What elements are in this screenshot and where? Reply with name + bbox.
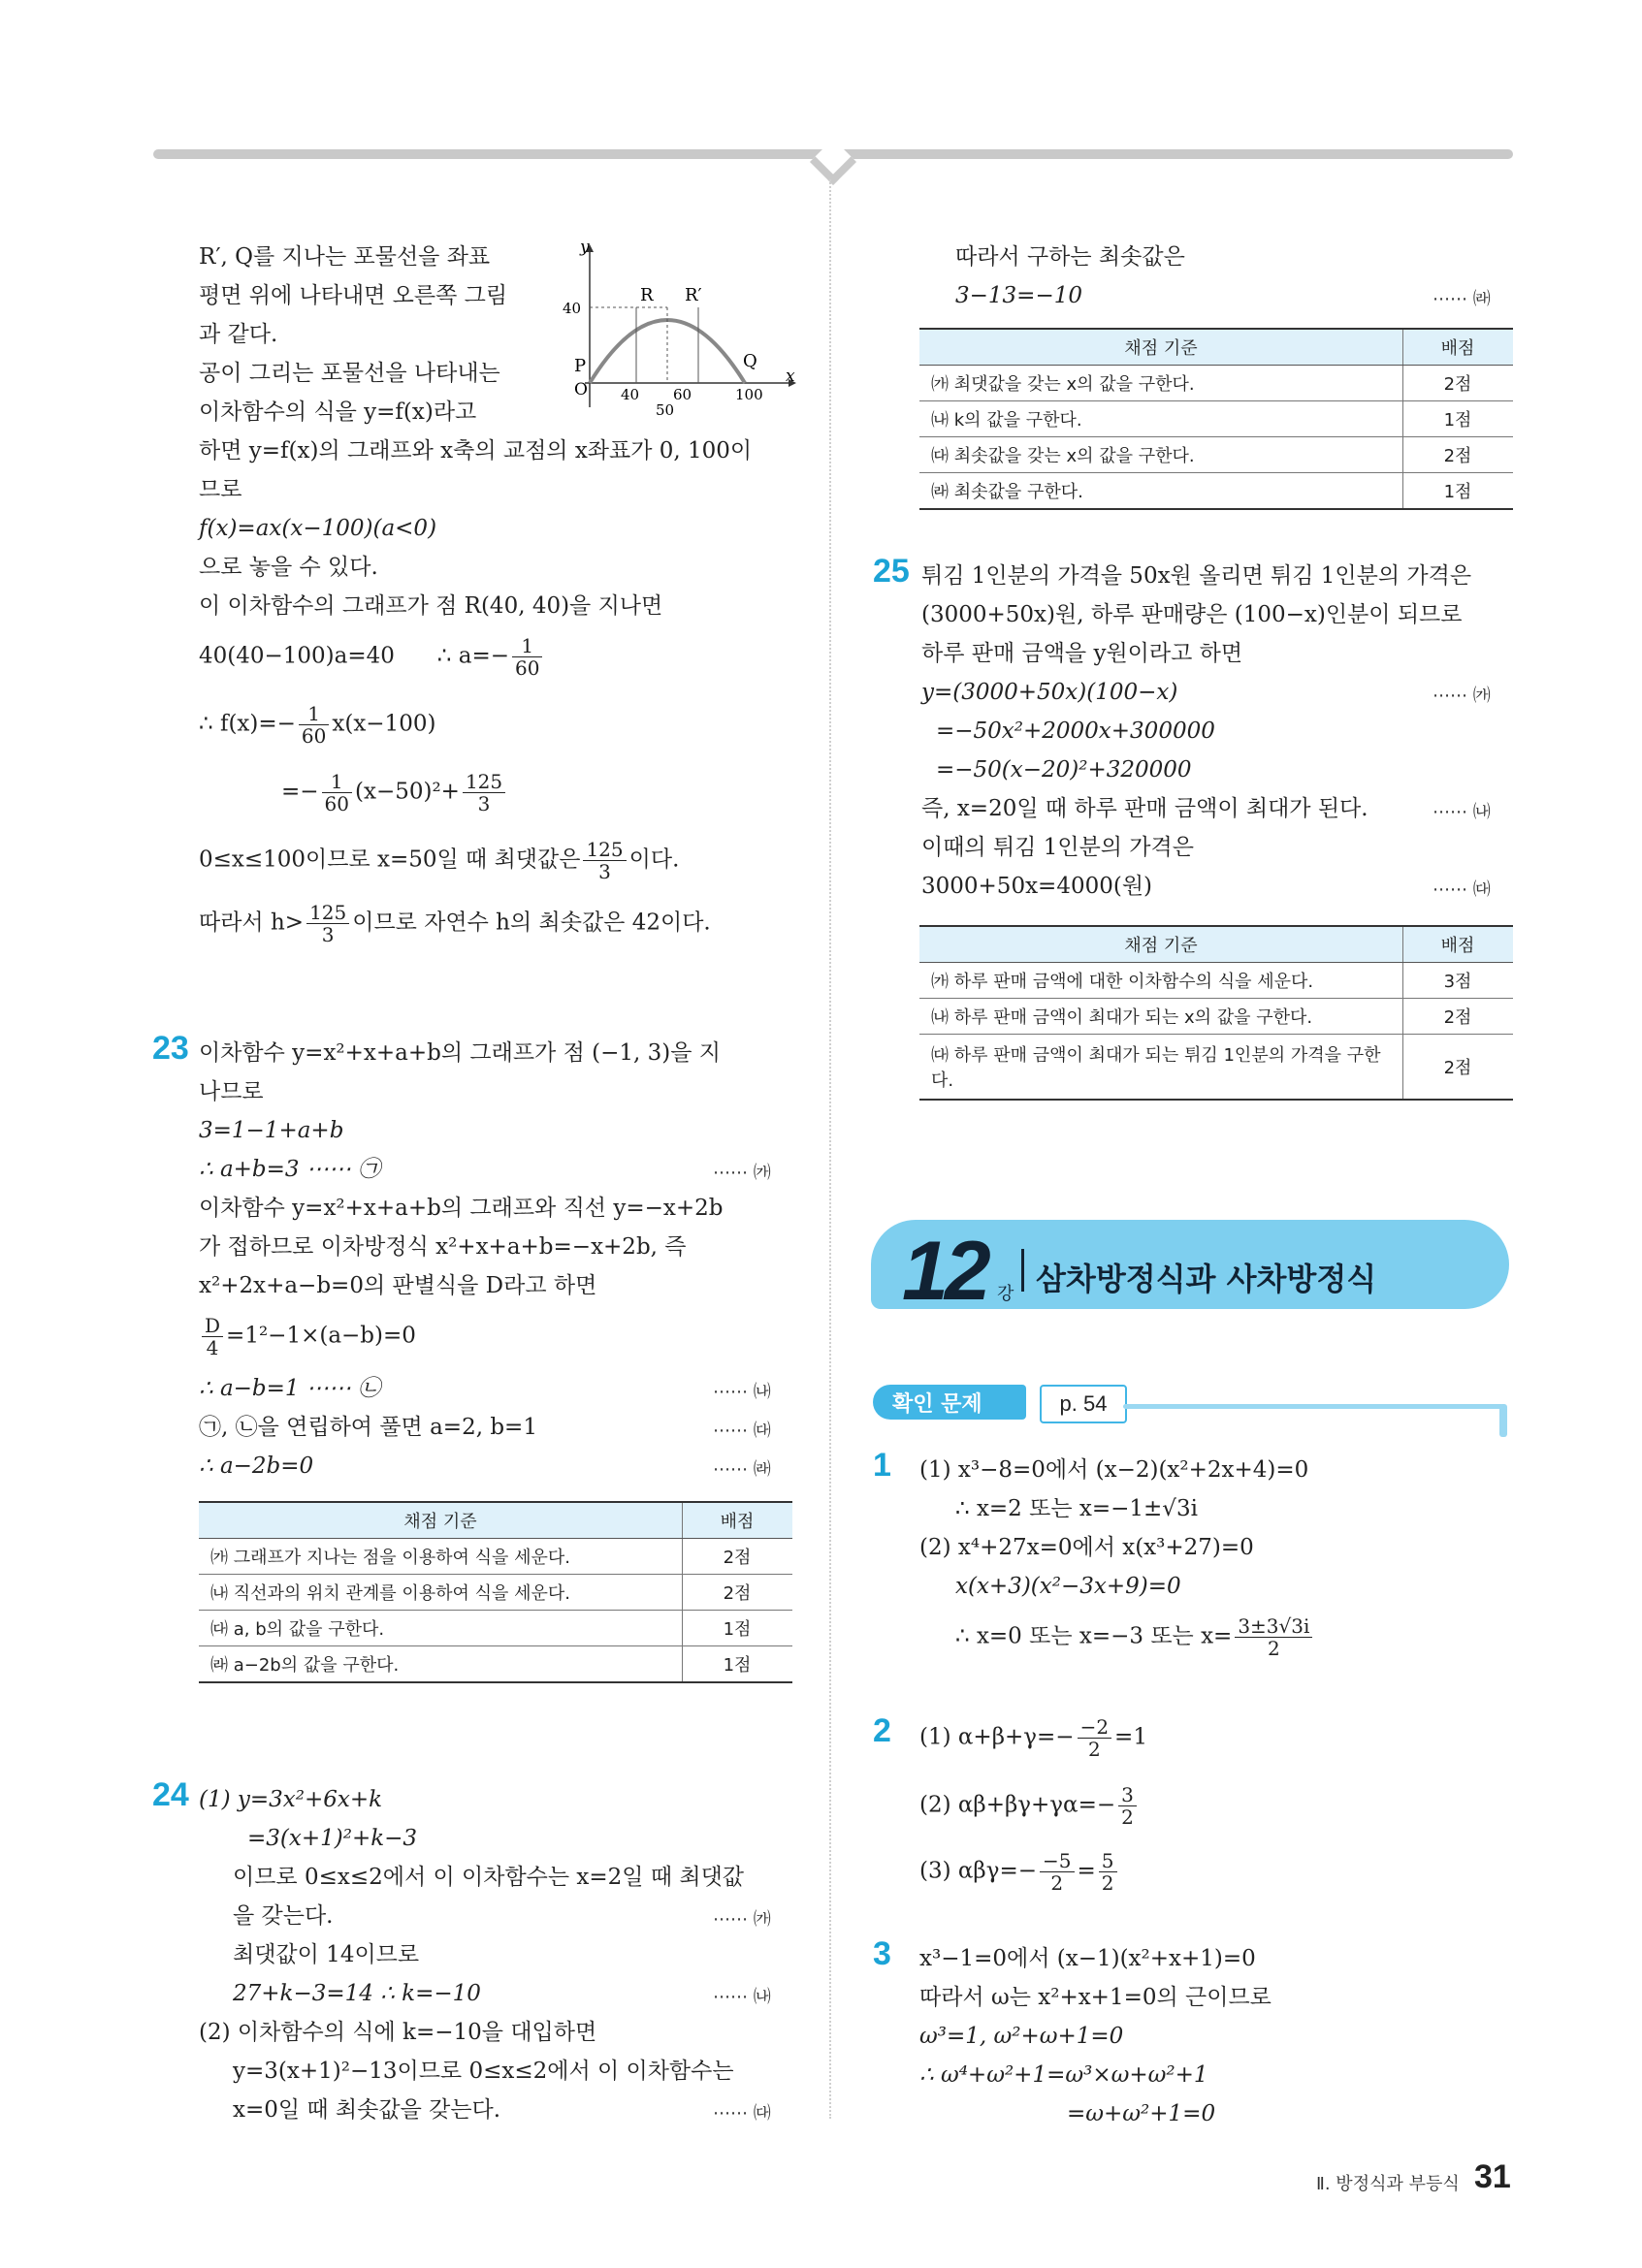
point-p-label: P [574, 356, 587, 376]
y-axis-label: y [580, 238, 590, 257]
q1-line: ∴ x=2 또는 x=−1±√3i [955, 1496, 1198, 1521]
q3-line: x³−1=0에서 (x−1)(x²+x+1)=0 [919, 1946, 1256, 1971]
p25-line: =−50(x−20)²+320000 [936, 757, 1192, 783]
parabola-figure [561, 238, 798, 422]
p23-line: 3=1−1+a+b [199, 1118, 344, 1143]
q1-line: x(x+3)(x²−3x+9)=0 [955, 1574, 1181, 1599]
table-header: 채점 기준 [919, 926, 1403, 963]
table-row: ㈐ 하루 판매 금액이 최대가 되는 튀김 1인분의 가격을 구한 다. 2점 [919, 1035, 1513, 1101]
vertex-form-line: =− $\frac{1}{60}$ (x−50)²+ $\frac{125}{3}$ [281, 771, 508, 815]
p25-line: y=(3000+50x)(100−x) [921, 680, 1178, 705]
table-header: 채점 기준 [199, 1502, 683, 1539]
p23-line: x²+2x+a−b=0의 판별식을 D라고 하면 [199, 1273, 597, 1298]
q3-line: 따라서 ω는 x²+x+1=0의 근이므로 [919, 1985, 1272, 2010]
step-tag: ⋯⋯ ㈐ [713, 2103, 771, 2124]
q1-line: (2) x⁴+27x=0에서 x(x³+27)=0 [919, 1535, 1254, 1560]
p24-cont-line: 따라서 구하는 최솟값은 [955, 244, 1185, 270]
lesson-title: 삼차방정식과 사차방정식 [1036, 1261, 1377, 1297]
check-underline [1123, 1404, 1503, 1409]
p25-line: =−50x²+2000x+300000 [936, 719, 1215, 744]
intro-line: 으로 놓을 수 있다. [199, 555, 378, 580]
lesson-gang: 강 [997, 1284, 1014, 1304]
p23-line: 이차함수 y=x²+x+a+b의 그래프와 직선 y=−x+2b [199, 1196, 724, 1221]
x-axis-label: x [786, 367, 795, 386]
p23-line: ㉠, ㉡을 연립하여 풀면 a=2, b=1 [199, 1415, 537, 1440]
table-header: 배점 [1403, 329, 1514, 366]
point-r-prime-label: R′ [685, 285, 702, 305]
p24-line: 을 갖는다. [233, 1903, 334, 1929]
question-3-number: 3 [873, 1935, 891, 1972]
discriminant-line: $\frac{D}{4}$ =1²−1×(a−b)=0 [199, 1315, 416, 1358]
problem-25-number: 25 [873, 553, 910, 590]
table-header: 채점 기준 [919, 329, 1403, 366]
step-tag: ⋯⋯ ㈏ [713, 1987, 771, 2007]
check-underline-end [1499, 1404, 1507, 1437]
question-2-number: 2 [873, 1712, 891, 1749]
intro-line: 이차함수의 식을 y=f(x)라고 [199, 399, 477, 425]
step-tag: ⋯⋯ ㈐ [713, 1421, 771, 1441]
grading-table-25 [919, 925, 1513, 1101]
problem-24-number: 24 [152, 1776, 189, 1813]
intro-line: 과 같다. [199, 322, 278, 347]
p24-line: x=0일 때 최솟값을 갖는다. [233, 2097, 501, 2123]
function-form: f(x)=ax(x−100)(a<0) [199, 516, 437, 541]
origin-label: O [574, 380, 588, 399]
q3-line: =ω+ω²+1=0 [1067, 2101, 1216, 2126]
table-row: ㈑ a−2b의 값을 구한다. 1점 [199, 1646, 792, 1683]
p23-line: ∴ a−b=1 ⋯⋯ ㉡ [199, 1376, 381, 1401]
p25-line: (3000+50x)원, 하루 판매량은 (100−x)인분이 되므로 [921, 602, 1463, 627]
solve-a-line: 40(40−100)a=40 ∴ a=− $\frac{1}{60}$ [199, 635, 545, 679]
table-header: 배점 [1403, 926, 1514, 963]
table-header: 배점 [683, 1502, 793, 1539]
p24-line: 이므로 0≤x≤2에서 이 이차함수는 x=2일 때 최댓값 [233, 1865, 745, 1890]
problem-23-number: 23 [152, 1030, 189, 1067]
tick-100: 100 [735, 386, 763, 403]
p24-line: y=3(x+1)²−13이므로 0≤x≤2에서 이 이차함수는 [233, 2059, 734, 2084]
p23-line: 나므로 [199, 1079, 264, 1104]
p25-line: 3000+50x=4000(원) [921, 874, 1153, 899]
tick-50: 50 [656, 401, 675, 419]
p23-line: 가 접하므로 이차방정식 x²+x+a+b=−x+2b, 즉 [199, 1234, 687, 1260]
page-number: 31 [1474, 2158, 1511, 2195]
step-tag: ⋯⋯ ㈎ [713, 1163, 771, 1183]
q2-pair-sum-line: (2) αβ+βγ+γα=− $\frac{3}{2}$ [919, 1784, 1140, 1828]
q1-line: (1) x³−8=0에서 (x−2)(x²+2x+4)=0 [919, 1457, 1309, 1483]
footer-section: Ⅱ. 방정식과 부등식 [1316, 2174, 1460, 2194]
p24-line: (1) y=3x²+6x+k [199, 1787, 383, 1812]
tick-40-y: 40 [563, 300, 582, 317]
step-tag: ⋯⋯ ㈏ [1433, 802, 1491, 822]
intro-line: 공이 그리는 포물선을 나타내는 [199, 361, 500, 386]
grading-table-24 [919, 328, 1513, 510]
table-row: ㈎ 최댓값을 갖는 x의 값을 구한다. 2점 [919, 366, 1513, 401]
p24-line: =3(x+1)²+k−3 [247, 1826, 418, 1851]
table-row: ㈏ 하루 판매 금액이 최대가 되는 x의 값을 구한다. 2점 [919, 999, 1513, 1035]
check-page-ref: p. 54 [1040, 1385, 1127, 1423]
step-tag: ⋯⋯ ㈑ [713, 1459, 771, 1480]
min-h-line: 따라서 h> $\frac{125}{3}$ 이므로 자연수 h의 최솟값은 42이다. [199, 901, 711, 946]
intro-line: 므로 [199, 477, 242, 502]
step-tag: ⋯⋯ ㈎ [713, 1909, 771, 1930]
intro-line: 하면 y=f(x)의 그래프와 x축의 교점의 x좌표가 0, 100이 [199, 438, 753, 463]
point-q-label: Q [743, 351, 757, 371]
grading-table-23 [199, 1501, 792, 1683]
tick-60: 60 [673, 386, 692, 403]
question-1-number: 1 [873, 1447, 891, 1484]
p24-line: 최댓값이 14이므로 [233, 1942, 420, 1967]
p23-line: ∴ a−2b=0 [199, 1453, 314, 1479]
table-row: ㈎ 그래프가 지나는 점을 이용하여 식을 세운다. 2점 [199, 1539, 792, 1575]
q3-line: ω³=1, ω²+ω+1=0 [919, 2024, 1124, 2049]
table-row: ㈐ a, b의 값을 구한다. 1점 [199, 1611, 792, 1646]
p25-line: 튀김 1인분의 가격을 50x원 올리면 튀김 1인분의 가격은 [921, 563, 1472, 589]
lesson-banner-divider [1021, 1249, 1024, 1292]
p25-line: 하루 판매 금액을 y원이라고 하면 [921, 641, 1243, 666]
q3-line: ∴ ω⁴+ω²+1=ω³×ω+ω²+1 [919, 2062, 1208, 2088]
step-tag: ⋯⋯ ㈏ [713, 1382, 771, 1402]
table-row: ㈏ k의 값을 구한다. 1점 [919, 401, 1513, 437]
q2-product-line: (3) αβγ=− $\frac{-5}{2}$ = $\frac{5}{2}$ [919, 1850, 1120, 1894]
lesson-number: 12 [902, 1225, 987, 1318]
p23-line: ∴ a+b=3 ⋯⋯ ㉠ [199, 1157, 381, 1182]
point-r-label: R [640, 285, 654, 305]
max-value-line: 0≤x≤100이므로 x=50일 때 최댓값은 $\frac{125}{3}$ 이다. [199, 838, 680, 883]
p24-cont-line: 3−13=−10 [955, 283, 1082, 308]
intro-line: R′, Q를 지나는 포물선을 좌표 [199, 244, 491, 270]
p25-line: 이때의 튀김 1인분의 가격은 [921, 835, 1194, 860]
q2-sum-line: (1) α+β+γ=− $\frac{-2}{2}$ =1 [919, 1715, 1147, 1761]
tick-40-x: 40 [621, 386, 640, 403]
intro-line: 평면 위에 나타내면 오른쪽 그림 [199, 283, 508, 308]
intro-line: 이 이차함수의 그래프가 점 R(40, 40)을 지나면 [199, 593, 663, 619]
p24-line: (2) 이차함수의 식에 k=−10을 대입하면 [199, 2020, 597, 2045]
q1-answer-line: ∴ x=0 또는 x=−3 또는 x= $\frac{3\pm 3√3i}{2}$ [955, 1615, 1315, 1659]
p23-line: 이차함수 y=x²+x+a+b의 그래프가 점 (−1, 3)을 지 [199, 1040, 721, 1066]
step-tag: ⋯⋯ ㈐ [1433, 879, 1491, 900]
p24-line: 27+k−3=14 ∴ k=−10 [233, 1981, 481, 2006]
p25-line: 즉, x=20일 때 하루 판매 금액이 최대가 된다. [921, 796, 1368, 821]
check-problems-label: 확인 문제 [892, 1392, 982, 1417]
step-tag: ⋯⋯ ㈎ [1433, 686, 1491, 706]
table-row: ㈑ 최솟값을 구한다. 1점 [919, 473, 1513, 510]
top-divider-notch [810, 139, 856, 185]
table-row: ㈐ 최솟값을 갖는 x의 값을 구한다. 2점 [919, 437, 1513, 473]
table-row: ㈏ 직선과의 위치 관계를 이용하여 식을 세운다. 2점 [199, 1575, 792, 1611]
column-divider [829, 179, 831, 2119]
table-row: ㈎ 하루 판매 금액에 대한 이차함수의 식을 세운다. 3점 [919, 963, 1513, 999]
step-tag: ⋯⋯ ㈑ [1433, 289, 1491, 309]
f-expression-line: ∴ f(x)=− $\frac{1}{60}$ x(x−100) [199, 702, 436, 748]
